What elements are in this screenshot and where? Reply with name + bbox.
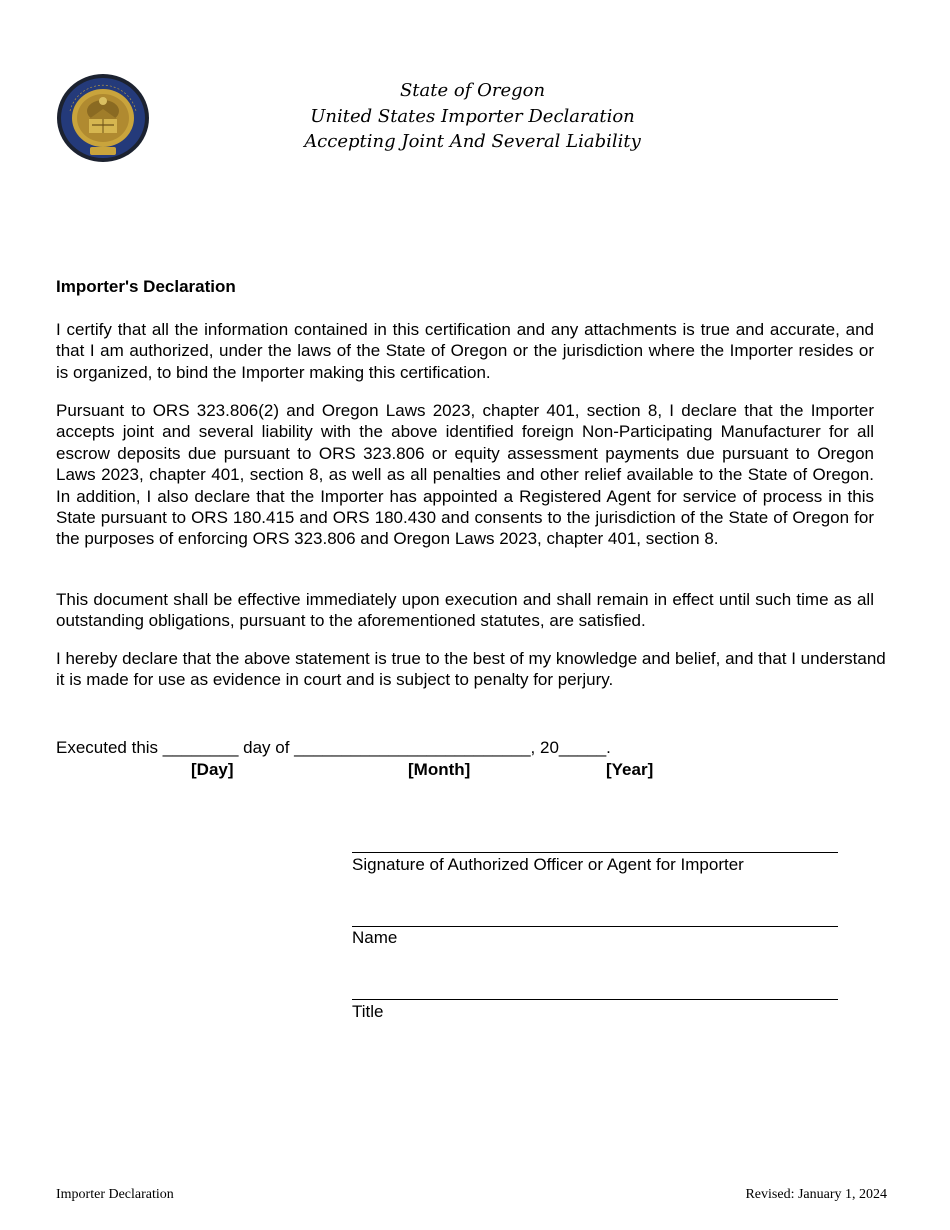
paragraph-perjury: I hereby declare that the above statement is true to the best of my knowledge and belief, and that I understand it is made for use as evidence in court and is subject to penalty for perjury. bbox=[56, 649, 886, 690]
month-label: [Month] bbox=[408, 760, 471, 779]
footer-revised-date: Revised: January 1, 2024 bbox=[745, 1187, 887, 1202]
signature-label: Signature of Authorized Officer or Agent for Importer bbox=[352, 855, 744, 874]
execution-date-line[interactable]: Executed this ________ day of _________________________, 20_____. bbox=[56, 738, 611, 757]
title-line[interactable] bbox=[352, 999, 838, 1000]
paragraph-certification: I certify that all the information contained in this certification and any attachments is true and accurate, and that I am authorized, under the laws of the State of Oregon or the jurisdiction where the Importer resides or is organized, to bind the Importer making this certification. bbox=[56, 320, 874, 382]
document-header bbox=[0, 78, 945, 155]
signature-line[interactable] bbox=[352, 852, 838, 853]
paragraph-liability: Pursuant to ORS 323.806(2) and Oregon Laws 2023, chapter 401, section 8, I declare that the Importer accepts joint and several liability with the above identified foreign Non-Participating Manufacturer for all escrow deposits due pursuant to ORS 323.806 or equity assessment payments due pursuant to Oregon Laws 2023, chapter 401, section 8, as well as all penalties and other relief available to the State of Oregon. In addition, I also declare that the Importer has appointed a Registered Agent for service of process in this State pursuant to ORS 180.415 and ORS 180.430 and consents to the jurisdiction of the State of Oregon for the purposes of enforcing ORS 323.806 and Oregon Laws 2023, chapter 401, section 8. bbox=[56, 401, 874, 549]
footer-document-name: Importer Declaration bbox=[56, 1187, 174, 1202]
title-label: Title bbox=[352, 1002, 384, 1021]
paragraph-effective: This document shall be effective immediately upon execution and shall remain in effect until such time as all outstanding obligations, pursuant to the aforementioned statutes, are satisfied. bbox=[56, 590, 874, 631]
day-label: [Day] bbox=[191, 760, 234, 779]
header-title: United States Importer Declaration bbox=[310, 105, 635, 127]
year-label: [Year] bbox=[606, 760, 654, 779]
header-state: State of Oregon bbox=[399, 80, 546, 101]
section-heading: Importer's Declaration bbox=[56, 277, 236, 296]
name-line[interactable] bbox=[352, 926, 838, 927]
header-subtitle: Accepting Joint And Several Liability bbox=[304, 131, 641, 152]
name-label: Name bbox=[352, 928, 398, 947]
